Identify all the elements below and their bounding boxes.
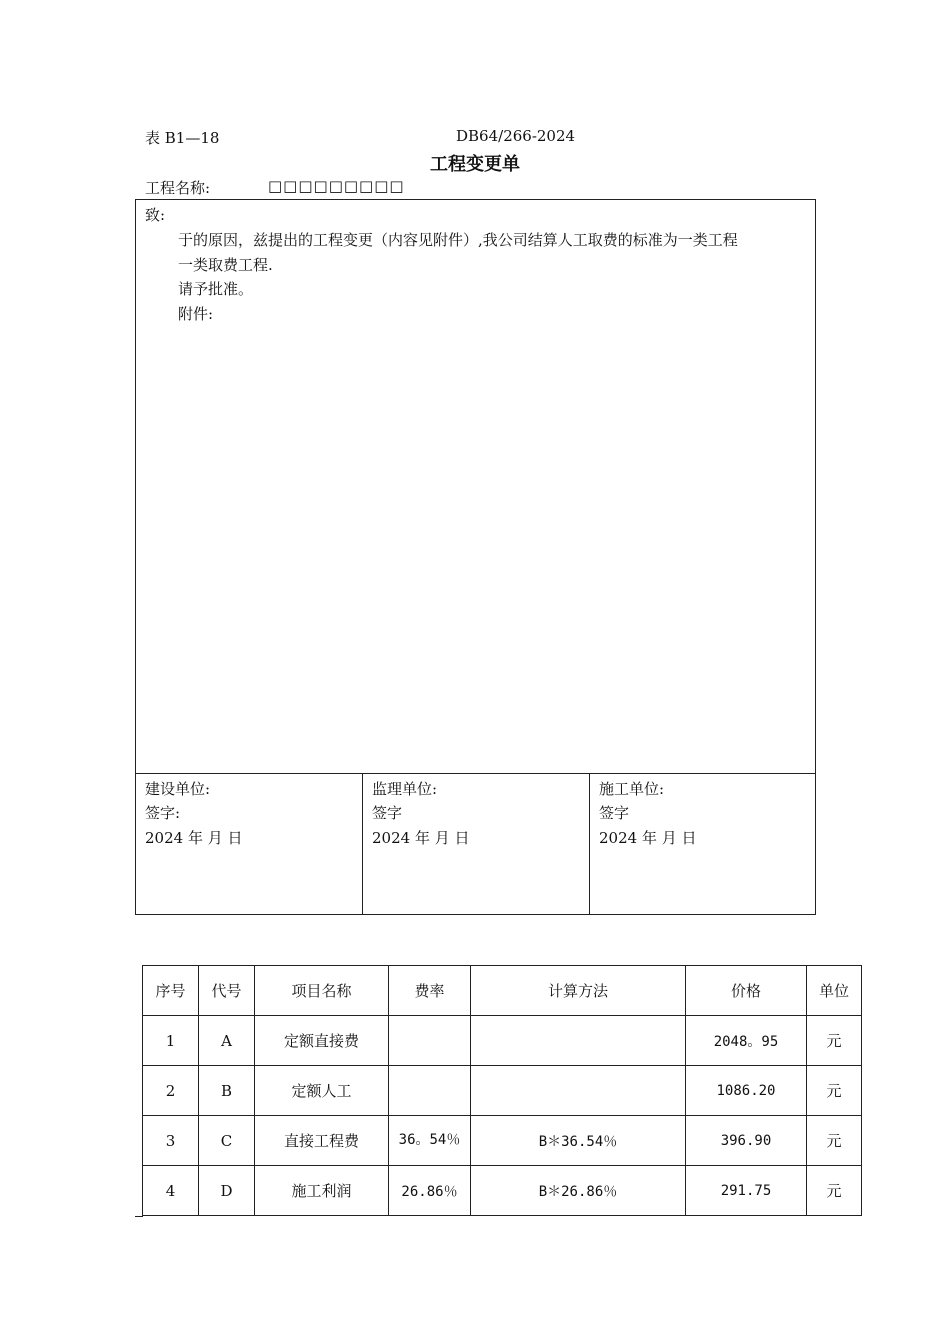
table-cell: 元 — [807, 1116, 862, 1166]
table-cell — [389, 1016, 471, 1066]
table-header-row — [143, 966, 862, 1016]
table-cell: 291.75 — [686, 1166, 807, 1216]
contractor-unit-cell — [589, 774, 816, 915]
construction-unit-cell — [136, 774, 362, 915]
header-cell: 计算方法 — [471, 966, 686, 1016]
table-cell: 直接工程费 — [255, 1116, 389, 1166]
table-cell: 定额直接费 — [255, 1016, 389, 1066]
date-label: 2024 年 月 日 — [145, 829, 243, 847]
header-cell: 序号 — [143, 966, 199, 1016]
table-cell: 元 — [807, 1166, 862, 1216]
table-cell: B＊26.86％ — [471, 1166, 686, 1216]
signature-label: 签字 — [372, 804, 403, 822]
change-order-form — [135, 199, 816, 915]
header-cell: 价格 — [686, 966, 807, 1016]
table-row — [143, 1066, 862, 1116]
table-cell: 定额人工 — [255, 1066, 389, 1116]
table-cell: 元 — [807, 1066, 862, 1116]
table-cell — [471, 1016, 686, 1066]
table-row — [143, 1166, 862, 1216]
table-cell: A — [199, 1016, 255, 1066]
standard-code: DB64/266-2024 — [456, 127, 576, 145]
unit-label: 施工单位: — [599, 780, 665, 798]
table-cell: 2 — [143, 1066, 199, 1116]
unit-label: 监理单位: — [372, 780, 438, 798]
form-code: 表 B1—18 — [145, 129, 220, 147]
project-name-value: □□□□□□□□□ — [268, 177, 405, 195]
table-cell: 36。54％ — [389, 1116, 471, 1166]
signature-row — [136, 773, 815, 915]
header-cell: 代号 — [199, 966, 255, 1016]
table-bottom-divider — [135, 1216, 143, 1217]
table-cell: 2048。95 — [686, 1016, 807, 1066]
approval-request: 请予批准。 — [178, 280, 254, 298]
signature-label: 签字: — [145, 804, 181, 822]
addressee-label: 致: — [145, 206, 166, 224]
signature-label: 签字 — [599, 804, 630, 822]
table-cell: B — [199, 1066, 255, 1116]
table-cell: 施工利润 — [255, 1166, 389, 1216]
cost-table — [142, 965, 862, 1216]
table-row — [143, 1116, 862, 1166]
header-cell: 费率 — [389, 966, 471, 1016]
table-cell — [389, 1066, 471, 1116]
table-row — [143, 1016, 862, 1066]
table-cell: 元 — [807, 1016, 862, 1066]
table-cell: 3 — [143, 1116, 199, 1166]
table-cell: 1 — [143, 1016, 199, 1066]
table-cell: C — [199, 1116, 255, 1166]
unit-label: 建设单位: — [145, 780, 211, 798]
header-cell: 单位 — [807, 966, 862, 1016]
supervision-unit-cell — [362, 774, 590, 915]
header-cell: 项目名称 — [255, 966, 389, 1016]
project-name-label: 工程名称: — [145, 179, 211, 197]
table-cell: 4 — [143, 1166, 199, 1216]
table-cell — [471, 1066, 686, 1116]
table-cell: B＊36.54％ — [471, 1116, 686, 1166]
attachment-label: 附件: — [178, 305, 214, 323]
document-title: 工程变更单 — [430, 154, 520, 175]
reason-paragraph-line-2: 一类取费工程. — [178, 256, 273, 274]
date-label: 2024 年 月 日 — [372, 829, 470, 847]
date-label: 2024 年 月 日 — [599, 829, 697, 847]
table-cell: 396.90 — [686, 1116, 807, 1166]
table-cell: 26.86％ — [389, 1166, 471, 1216]
table-cell: 1086.20 — [686, 1066, 807, 1116]
table-cell: D — [199, 1166, 255, 1216]
reason-paragraph-line-1: 于的原因，兹提出的工程变更（内容见附件）,我公司结算人工取费的标准为一类工程 — [178, 231, 738, 249]
